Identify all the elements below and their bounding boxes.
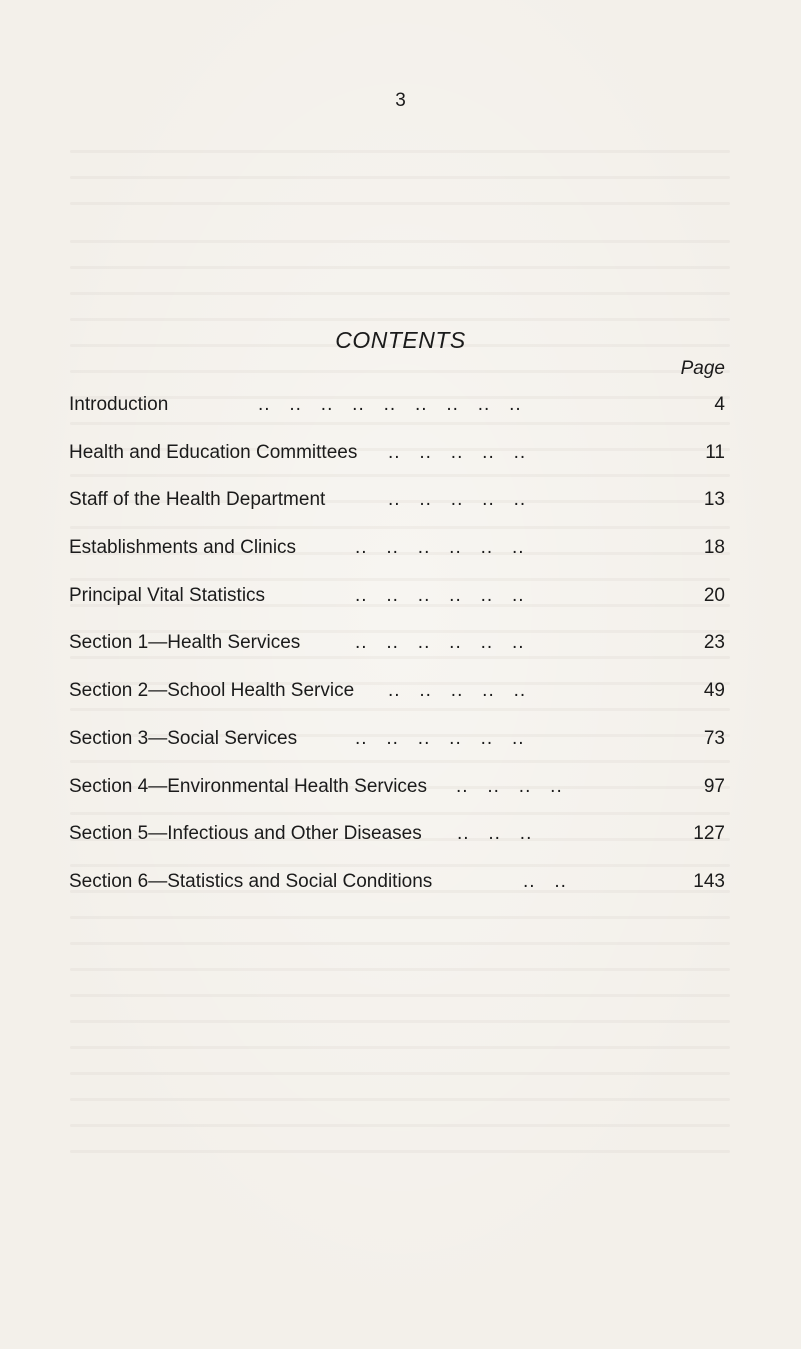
toc-entry-label: Introduction [69, 394, 169, 415]
toc-entry-section-6[interactable] [69, 869, 725, 917]
toc-leader-dots: .. .. .. .. .. .. [355, 537, 525, 559]
toc-leader-dots: .. .. .. .. .. .. [355, 584, 525, 606]
toc-entry-section-4[interactable] [69, 774, 725, 822]
toc-entry-page: 18 [703, 537, 725, 559]
table-of-contents [69, 392, 725, 917]
toc-entry-page: 23 [703, 632, 725, 654]
toc-leader-dots: .. .. [523, 870, 567, 892]
toc-entry-page: 13 [703, 489, 725, 511]
toc-leader-dots: .. .. .. .. .. [388, 489, 527, 511]
toc-entry-section-5[interactable] [69, 821, 725, 869]
toc-entry-section-1[interactable] [69, 630, 725, 678]
toc-leader-dots: .. .. .. .. .. .. .. .. .. [258, 394, 522, 415]
toc-entry-principal-vital-statistics[interactable] [69, 583, 725, 631]
toc-entry-label: Principal Vital Statistics [69, 584, 266, 606]
toc-entry-page: 11 [705, 441, 725, 463]
toc-entry-label: Health and Education Committees [69, 441, 358, 463]
toc-leader-dots: .. .. .. .. .. [388, 441, 527, 463]
toc-leader-dots: .. .. .. .. .. [388, 680, 527, 702]
toc-entry-label: Section 1—Health Services [69, 632, 301, 654]
toc-entry-page: 4 [714, 394, 725, 415]
toc-entry-establishments-clinics[interactable] [69, 535, 725, 583]
toc-entry-label: Section 3—Social Services [69, 727, 298, 749]
toc-leader-dots: .. .. .. .. [456, 775, 563, 797]
toc-entry-label: Establishments and Clinics [69, 537, 297, 559]
toc-entry-label: Section 5—Infectious and Other Diseases [69, 823, 422, 845]
toc-entry-page: 143 [693, 870, 725, 892]
page-title: CONTENTS [335, 327, 466, 353]
toc-entry-staff-health-department[interactable] [69, 487, 725, 535]
toc-entry-label: Section 2—School Health Service [69, 680, 355, 702]
page-number: 3 [395, 90, 406, 111]
toc-entry-page: 20 [703, 584, 725, 606]
toc-entry-page: 73 [703, 727, 725, 749]
toc-entry-section-3[interactable] [69, 726, 725, 774]
toc-entry-page: 127 [693, 823, 725, 845]
toc-leader-dots: .. .. .. .. .. .. [355, 632, 525, 654]
toc-leader-dots: .. .. .. .. .. .. [355, 727, 525, 749]
page-column-heading: Page [680, 358, 725, 379]
toc-entry-page: 97 [703, 775, 725, 797]
toc-entry-health-education-committees[interactable] [69, 440, 725, 488]
toc-leader-dots: .. .. .. [457, 823, 533, 845]
toc-entry-page: 49 [703, 680, 725, 702]
toc-entry-label: Section 4—Environmental Health Services [69, 775, 428, 797]
toc-entry-introduction[interactable] [69, 392, 725, 440]
toc-entry-label: Section 6—Statistics and Social Conditions [69, 870, 433, 892]
toc-entry-section-2[interactable] [69, 678, 725, 726]
toc-entry-label: Staff of the Health Department [69, 489, 326, 511]
